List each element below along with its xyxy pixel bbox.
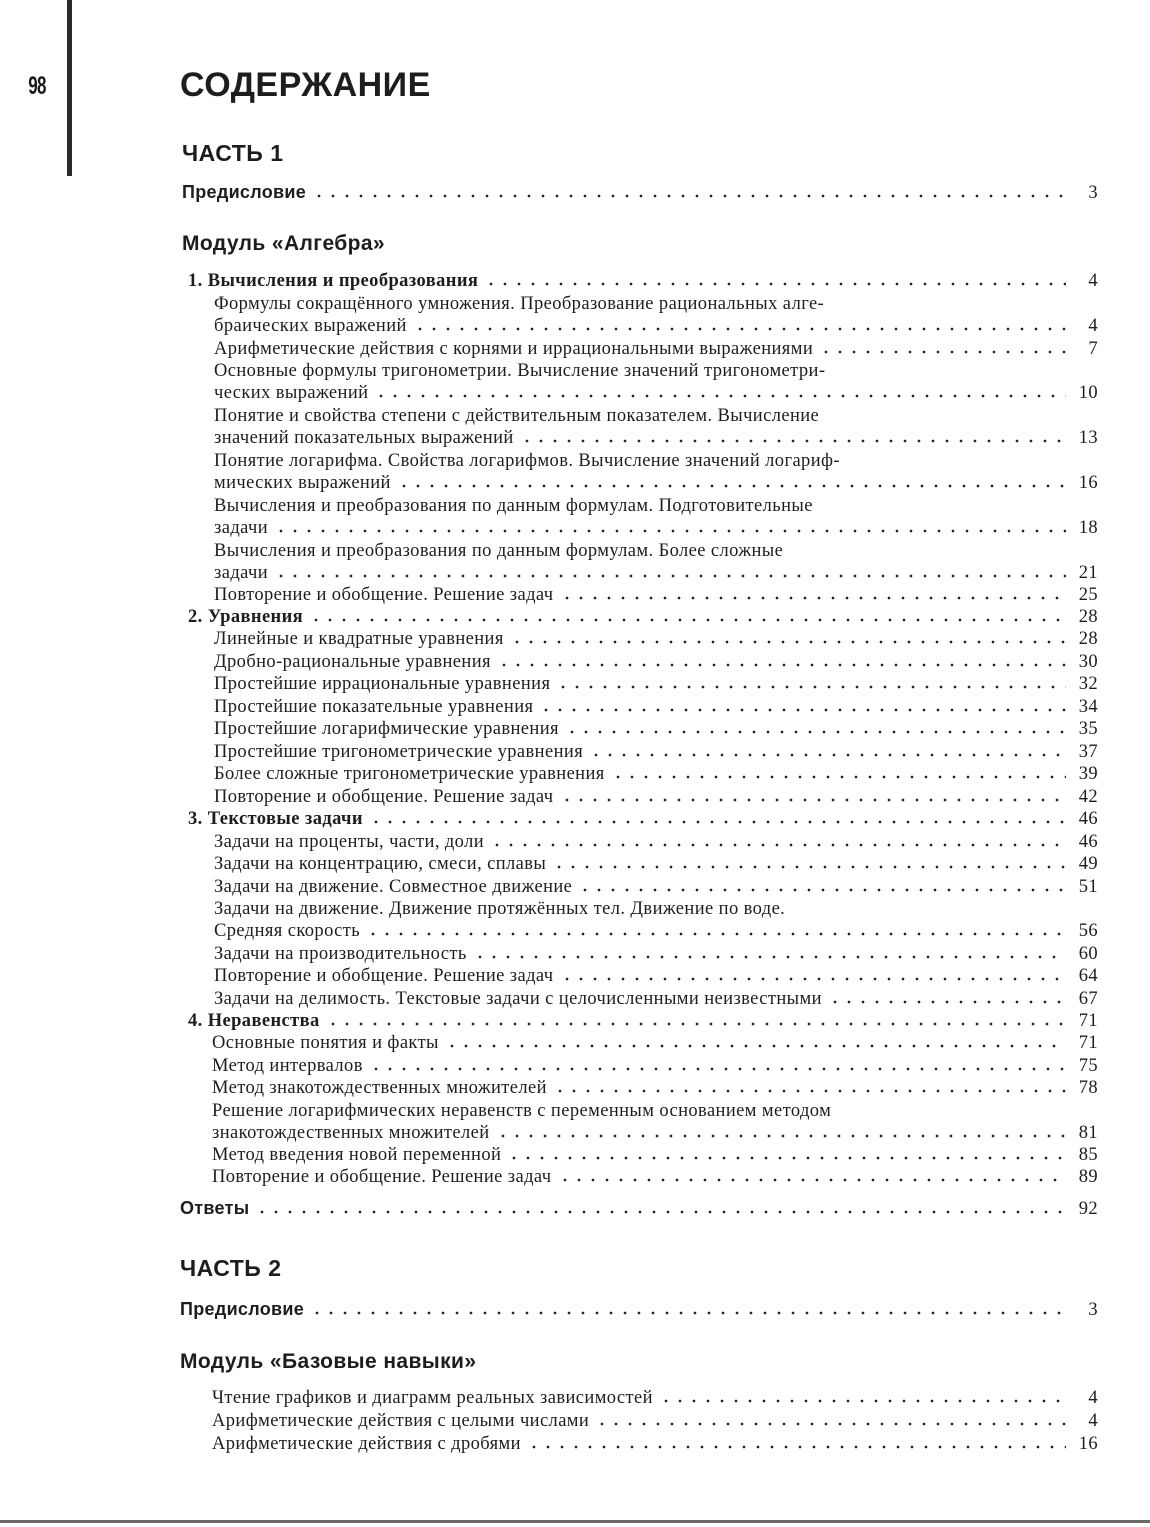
leader-dots: [578, 888, 1066, 892]
leader-dots: [326, 1022, 1066, 1026]
toc-entry-label: Задачи на проценты, части, доли: [214, 832, 485, 852]
toc-entry-label: Арифметические действия с дробями: [212, 1434, 521, 1454]
toc-entry-page: 3: [1088, 183, 1098, 203]
toc-entry-page: 71: [1078, 1033, 1098, 1053]
toc-entry-page: 67: [1078, 989, 1098, 1009]
toc-entry[interactable]: [214, 427, 1098, 449]
part1-heading: ЧАСТЬ 1: [182, 140, 284, 166]
toc-entry[interactable]: [214, 472, 1098, 494]
toc-entry-page: 25: [1078, 585, 1098, 605]
toc-entry[interactable]: [214, 718, 1098, 740]
toc-entry-label: Задачи на делимость. Текстовые задачи с целочисленными неизвестными: [214, 989, 822, 1009]
toc-entry-label: Задачи на производительность: [214, 944, 467, 964]
toc-entry-page: 16: [1078, 473, 1098, 493]
toc-entry-label: Арифметические действия с корнями и иррациональными выражениями: [214, 339, 814, 359]
toc-entry-page: 42: [1078, 787, 1098, 807]
toc-section-3[interactable]: [188, 808, 1098, 830]
toc-entry-page: 34: [1078, 697, 1098, 717]
leader-dots: [374, 394, 1066, 398]
leader-dots: [397, 484, 1066, 488]
toc-entry-page: 56: [1078, 921, 1098, 941]
toc-entry-label: Простейшие логарифмические уравнения: [214, 719, 559, 739]
toc-entry-line1: Понятие и свойства степени с действительным показателем. Вычисление: [214, 406, 820, 426]
toc-entry[interactable]: [214, 786, 1098, 808]
toc-entry-page: 78: [1078, 1078, 1098, 1098]
toc-entry-label: Ответы: [180, 1198, 250, 1218]
toc-section-2[interactable]: [188, 606, 1098, 628]
toc-entry-page: 4: [1088, 1411, 1098, 1431]
toc-entry[interactable]: [212, 1387, 1098, 1409]
toc-entry[interactable]: [212, 1122, 1098, 1144]
toc-section-label: 3. Текстовые задачи: [188, 809, 363, 829]
leader-dots: [369, 820, 1066, 824]
leader-dots: [565, 730, 1066, 734]
toc-entry-part1-preface[interactable]: [182, 181, 1098, 204]
toc-entry-line1: Задачи на движение. Движение протяжённых тел. Движение по воде.: [214, 899, 786, 919]
toc-entry-label: Простейшие показательные уравнения: [214, 697, 534, 717]
toc-entry[interactable]: [214, 943, 1098, 965]
toc-entry-line1: Формулы сокращённого умножения. Преобразование рациональных алге-: [214, 294, 825, 314]
toc-entry-page: 46: [1078, 832, 1098, 852]
toc-entry[interactable]: [214, 584, 1098, 606]
leader-dots: [497, 663, 1066, 667]
leader-dots: [552, 865, 1066, 869]
toc-entry[interactable]: [214, 338, 1098, 360]
leader-dots: [366, 932, 1066, 936]
toc-entry-page: 85: [1078, 1145, 1098, 1165]
toc-entry-label: ческих выражений: [214, 383, 369, 403]
toc-entry[interactable]: [212, 1410, 1098, 1432]
toc-entry-page: 46: [1078, 809, 1098, 829]
toc-entry-page: 4: [1088, 271, 1098, 291]
page-bottom-edge: [0, 1520, 1150, 1523]
leader-dots: [553, 1089, 1066, 1093]
leader-dots: [413, 327, 1066, 331]
toc-entry[interactable]: [214, 741, 1098, 763]
toc-entry-label: Повторение и обобщение. Решение задач: [214, 787, 554, 807]
leader-dots: [274, 529, 1066, 533]
toc-entry[interactable]: [214, 315, 1098, 337]
leader-dots: [520, 439, 1066, 443]
leader-dots: [659, 1399, 1066, 1403]
page-number: 98: [28, 72, 46, 100]
leader-dots: [309, 618, 1066, 622]
toc-entry-page: 4: [1088, 1388, 1098, 1408]
leader-dots: [558, 1178, 1067, 1182]
toc-entry-page: 51: [1078, 877, 1098, 897]
leader-dots: [507, 1156, 1066, 1160]
leader-dots: [611, 775, 1066, 779]
toc-entry-answers[interactable]: [180, 1197, 1098, 1220]
toc-section-label: 2. Уравнения: [188, 607, 304, 627]
toc-entry-label: задачи: [214, 563, 269, 583]
toc-entry[interactable]: [212, 1055, 1098, 1077]
toc-entry-label: Основные понятия и факты: [212, 1033, 439, 1053]
toc-entry[interactable]: [214, 965, 1098, 987]
toc-entry[interactable]: [214, 517, 1098, 539]
toc-entry-label: Простейшие тригонометрические уравнения: [214, 742, 584, 762]
leader-dots: [539, 708, 1066, 712]
toc-entry-label: знакотождественных множителей: [212, 1123, 490, 1143]
toc-entry-label: Повторение и обобщение. Решение задач: [212, 1167, 552, 1187]
toc-entry-page: 28: [1078, 607, 1098, 627]
leader-dots: [595, 1422, 1066, 1426]
toc-entry[interactable]: [214, 831, 1098, 853]
toc-entry[interactable]: [212, 1144, 1098, 1166]
toc-entry[interactable]: [214, 628, 1098, 650]
toc-entry-page: 30: [1078, 652, 1098, 672]
toc-entry[interactable]: [214, 920, 1098, 942]
toc-entry-line1: Вычисления и преобразования по данным формулам. Более сложные: [214, 541, 784, 561]
toc-entry[interactable]: [214, 382, 1098, 404]
toc-entry-label: Более сложные тригонометрические уравнения: [214, 764, 605, 784]
toc-entry-label: значений показательных выражений: [214, 428, 514, 448]
leader-dots: [484, 282, 1066, 286]
toc-entry[interactable]: [214, 562, 1098, 584]
toc-entry-label: Метод знакотождественных множителей: [212, 1078, 547, 1098]
leader-dots: [445, 1044, 1066, 1048]
toc-entry-page: 13: [1078, 428, 1098, 448]
toc-entry-label: Простейшие иррациональные уравнения: [214, 674, 551, 694]
toc-entry[interactable]: [214, 876, 1098, 898]
module-algebra-heading: Модуль «Алгебра»: [182, 232, 386, 255]
toc-entry[interactable]: [212, 1166, 1098, 1188]
toc-entry-page: 71: [1078, 1011, 1098, 1031]
toc-entry-label: Средняя скорость: [214, 921, 361, 941]
toc-entry-label: Повторение и обобщение. Решение задач: [214, 585, 554, 605]
toc-entry[interactable]: [214, 853, 1098, 875]
toc-entry-label: задачи: [214, 518, 269, 538]
toc-entry[interactable]: [212, 1077, 1098, 1099]
leader-dots: [496, 1134, 1066, 1138]
toc-entry-label: Метод введения новой переменной: [212, 1145, 502, 1165]
toc-entry-label: Предисловие: [182, 182, 307, 202]
leader-dots: [510, 640, 1066, 644]
toc-entry-page: 28: [1078, 629, 1098, 649]
toc-entry-label: Задачи на движение. Совместное движение: [214, 877, 573, 897]
leader-dots: [560, 596, 1067, 600]
toc-entry-label: Метод интервалов: [212, 1056, 363, 1076]
toc-entry-page: 89: [1078, 1167, 1098, 1187]
toc-entry-label: Задачи на концентрацию, смеси, сплавы: [214, 854, 547, 874]
leader-dots: [589, 753, 1066, 757]
leader-dots: [819, 350, 1066, 354]
toc-entry-page: 4: [1088, 316, 1098, 336]
toc-entry[interactable]: [214, 763, 1098, 785]
toc-entry-page: 18: [1078, 518, 1098, 538]
toc-entry-page: 32: [1078, 674, 1098, 694]
leader-dots: [560, 798, 1067, 802]
toc-entry-line1: Решение логарифмических неравенств с переменным основанием методом: [212, 1101, 832, 1121]
toc-entry-line1: Основные формулы тригонометрии. Вычисление значений тригонометри-: [214, 361, 826, 381]
toc-entry[interactable]: [214, 673, 1098, 695]
leader-dots: [310, 1311, 1066, 1315]
toc-entry-page: 10: [1078, 383, 1098, 403]
toc-section-label: 4. Неравенства: [188, 1011, 320, 1031]
toc-entry[interactable]: [212, 1032, 1098, 1054]
toc-entry-page: 75: [1078, 1056, 1098, 1076]
toc-entry-page: 81: [1078, 1123, 1098, 1143]
leader-dots: [560, 977, 1067, 981]
toc-entry-line1: Понятие логарифма. Свойства логарифмов. Вычисление значений логариф-: [214, 451, 840, 471]
leader-dots: [490, 843, 1066, 847]
toc-entry-page: 39: [1078, 764, 1098, 784]
toc-entry-label: мических выражений: [214, 473, 391, 493]
toc-entry-label: Чтение графиков и диаграмм реальных зависимостей: [212, 1388, 653, 1408]
leader-dots: [527, 1445, 1066, 1449]
toc-entry-page: 7: [1088, 339, 1098, 359]
leader-dots: [828, 1000, 1066, 1004]
leader-dots: [312, 194, 1066, 198]
leader-dots: [473, 955, 1066, 959]
part2-heading: ЧАСТЬ 2: [180, 1255, 282, 1281]
leader-dots: [274, 574, 1066, 578]
toc-section-1[interactable]: [188, 270, 1098, 292]
toc-entry-page: 92: [1078, 1199, 1098, 1219]
toc-entry-page: 3: [1088, 1300, 1098, 1320]
toc-entry-page: 16: [1078, 1434, 1098, 1454]
leader-dots: [369, 1067, 1066, 1071]
toc-entry-line1: Вычисления и преобразования по данным формулам. Подготовительные: [214, 496, 813, 516]
toc-entry-label: Повторение и обобщение. Решение задач: [214, 966, 554, 986]
toc-entry-label: браических выражений: [214, 316, 407, 336]
toc-entry-page: 60: [1078, 944, 1098, 964]
toc-entry[interactable]: [214, 696, 1098, 718]
margin-bar: [67, 0, 72, 176]
toc-entry-label: Предисловие: [180, 1299, 305, 1319]
toc-entry[interactable]: [214, 651, 1098, 673]
toc-entry-page: 35: [1078, 719, 1098, 739]
toc-entry-page: 37: [1078, 742, 1098, 762]
toc-entry-page: 49: [1078, 854, 1098, 874]
toc-section-4[interactable]: [188, 1010, 1098, 1032]
toc-entry-part2-preface[interactable]: [180, 1298, 1098, 1321]
page-title: СОДЕРЖАНИЕ: [180, 66, 431, 104]
toc-entry-page: 21: [1078, 563, 1098, 583]
toc-entry[interactable]: [212, 1433, 1098, 1455]
leader-dots: [556, 685, 1066, 689]
toc-entry-label: Арифметические действия с целыми числами: [212, 1411, 590, 1431]
toc-entry-label: Дробно-рациональные уравнения: [214, 652, 491, 672]
toc-section-label: 1. Вычисления и преобразования: [188, 271, 479, 291]
toc-entry[interactable]: [214, 988, 1098, 1010]
toc-entry-label: Линейные и квадратные уравнения: [214, 629, 504, 649]
toc-entry-page: 64: [1078, 966, 1098, 986]
module-basic-skills-heading: Модуль «Базовые навыки»: [180, 1350, 477, 1373]
leader-dots: [255, 1210, 1066, 1214]
